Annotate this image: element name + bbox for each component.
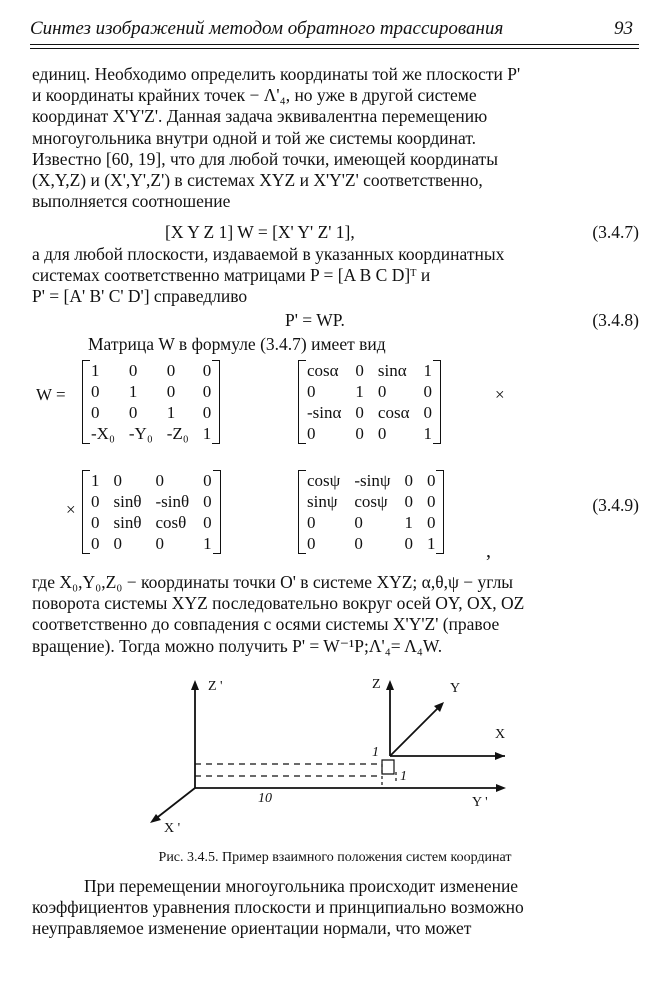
- matrix-cell: 1: [91, 360, 100, 380]
- text-line: При перемещении многоугольника происходит изменение: [84, 876, 519, 896]
- matrix-cell: 0: [113, 470, 122, 490]
- matrix-cell: 0: [354, 533, 363, 553]
- matrix-cell: -sinθ: [155, 491, 190, 511]
- label-z: Z: [372, 677, 381, 692]
- paragraph-3: [32, 572, 644, 657]
- matrix-cell: 0: [426, 512, 436, 532]
- arrow-z-prime: [191, 680, 199, 690]
- matrix-cell: 0: [91, 491, 100, 511]
- matrix-cell: cosα: [377, 402, 410, 422]
- matrix-cell: 0: [155, 533, 164, 553]
- w-equals: W =: [36, 385, 66, 404]
- text-line: соответственно до совпадения с осями системы X'Y'Z' (правое: [32, 614, 500, 635]
- equation-3-4-8: P' = WP.: [285, 310, 345, 330]
- header-title: Синтез изображений методом обратного трассирования: [30, 18, 504, 39]
- matrix-cell: 1: [91, 470, 100, 490]
- matrix-rotation-z: [300, 470, 442, 554]
- matrix-cell: 1: [355, 381, 364, 401]
- page-number: 93: [614, 18, 633, 39]
- matrix-cell: 0: [91, 512, 100, 532]
- matrix-cell: 0: [355, 402, 364, 422]
- times-sign: ×: [495, 385, 505, 404]
- paragraph-1: [32, 64, 644, 212]
- matrix-cell: 0: [426, 491, 436, 511]
- x-prime-axis: [154, 788, 195, 820]
- y-axis: [390, 706, 440, 756]
- text-line: (X,Y,Z) и (X',Y',Z') в системах XYZ и X'Y'Z' соответственно,: [32, 170, 483, 191]
- matrix-cell: 0: [377, 381, 387, 401]
- text-line: неуправляемое изменение ориентации нормали, что может: [32, 918, 472, 939]
- matrix-cell: -Z₀: [166, 423, 189, 443]
- matrix-cell: 1: [203, 533, 212, 553]
- matrix-cell: -Y₀: [128, 423, 153, 443]
- matrix-cell: 0: [307, 381, 316, 401]
- text-line: а для любой плоскости, издаваемой в указанных координатных: [32, 244, 505, 264]
- matrix-cell: 1: [423, 360, 432, 380]
- matrix-cell: -sinα: [307, 402, 342, 422]
- label-x: X: [495, 727, 506, 742]
- arrow-y-prime: [496, 784, 506, 792]
- matrix-rotation-y: [300, 360, 439, 444]
- header-rule: [30, 44, 639, 49]
- matrix-cell: 0: [426, 470, 436, 490]
- matrix-cell: -sinψ: [354, 470, 391, 490]
- label-dim-1a: 1: [372, 745, 379, 760]
- arrow-z: [386, 680, 394, 690]
- matrix-cell: 0: [355, 360, 364, 380]
- matrix-cell: 1: [423, 423, 432, 443]
- text-line: выполняется соотношение: [32, 191, 231, 212]
- times-sign: ×: [66, 500, 76, 519]
- text-line: коэффициентов уравнения плоскости и принципиально возможно: [32, 897, 524, 918]
- matrix-cell: sinθ: [113, 512, 142, 532]
- text-line: где X₀,Y₀,Z₀ − координаты точки O' в системе XYZ; α,θ,ψ − углы: [32, 572, 514, 592]
- matrix-cell: 0: [91, 381, 100, 401]
- matrix-cell: 0: [307, 512, 316, 532]
- paragraph-2: [32, 244, 644, 308]
- matrix-cell: 0: [307, 423, 316, 443]
- text-line: многоугольника внутри одной и той же системы координат.: [32, 127, 477, 148]
- matrix-cell: 0: [404, 533, 413, 553]
- text-line: координат X'Y'Z'. Данная задача эквивалентна перемещению: [32, 106, 488, 127]
- matrix-cell: 0: [355, 423, 364, 443]
- label-dim-10: 10: [258, 791, 272, 806]
- matrix-cell: 0: [166, 381, 176, 401]
- matrix-cell: 1: [426, 533, 436, 553]
- text-line: Известно [60, 19], что для любой точки, имеющей координаты: [32, 148, 498, 169]
- matrix-cell: 0: [166, 360, 176, 380]
- text-line: системах соответственно матрицами P = [A B C D]ᵀ и: [32, 265, 431, 286]
- matrix-cell: 0: [203, 470, 212, 490]
- matrix-translation: [84, 360, 218, 444]
- matrix-cell: sinα: [377, 360, 407, 380]
- label-dim-1b: 1: [400, 769, 407, 784]
- matrix-cell: 0: [354, 512, 363, 532]
- matrix-cell: 0: [423, 402, 432, 422]
- matrix-cell: 0: [423, 381, 432, 401]
- matrix-cell: cosψ: [307, 470, 341, 490]
- matrix-cell: 0: [128, 360, 138, 380]
- matrix-cell: cosθ: [155, 512, 187, 532]
- figure-caption: Рис. 3.4.5. Пример взаимного положения систем координат: [158, 850, 512, 865]
- matrix-rotation-x: [84, 470, 219, 554]
- matrix-cell: 1: [166, 402, 176, 422]
- arrow-x: [495, 752, 505, 760]
- matrix-cell: 0: [307, 533, 316, 553]
- label-x-prime: X ': [164, 821, 181, 836]
- label-z-prime: Z ': [208, 679, 223, 694]
- text-line: P' = [A' B' C' D'] справедливо: [32, 286, 248, 307]
- matrix-cell: cosα: [307, 360, 339, 380]
- trailing-comma: ,: [486, 540, 491, 562]
- matrix-cell: 0: [91, 533, 100, 553]
- text-line: и координаты крайних точек − Λ'₄, но уже в другой системе: [32, 85, 477, 106]
- equation-number: (3.4.7): [592, 222, 639, 242]
- equation-number: (3.4.9): [592, 495, 639, 515]
- text-line: единиц. Необходимо определить координаты той же плоскости P': [32, 64, 521, 84]
- matrix-cell: 0: [203, 491, 212, 511]
- matrix-cell: 0: [404, 491, 413, 511]
- matrix-cell: sinθ: [113, 491, 142, 511]
- coordinate-systems-figure: [150, 668, 530, 848]
- label-y: Y: [450, 681, 461, 696]
- text-line: вращение). Тогда можно получить P' = W⁻¹P;Λ'₄= Λ₄W.: [32, 635, 443, 656]
- equation-number: (3.4.8): [592, 310, 639, 330]
- matrix-cell: 1: [404, 512, 413, 532]
- matrix-cell: 0: [202, 381, 212, 401]
- matrix-cell: 0: [91, 402, 100, 422]
- matrix-cell: -X₀: [91, 423, 115, 443]
- matrix-cell: 0: [377, 423, 387, 443]
- matrix-cell: cosψ: [354, 491, 388, 511]
- matrix-cell: sinψ: [307, 491, 338, 511]
- matrix-cell: 0: [113, 533, 122, 553]
- equation-3-4-7: [X Y Z 1] W = [X' Y' Z' 1],: [165, 222, 355, 242]
- matrix-cell: 0: [155, 470, 164, 490]
- matrix-cell: 0: [202, 402, 212, 422]
- paragraph-4: [32, 876, 644, 940]
- matrix-cell: 1: [128, 381, 138, 401]
- matrix-cell: 0: [404, 470, 413, 490]
- text-line: поворота системы XYZ последовательно вокруг осей OY, OX, OZ: [32, 593, 525, 614]
- matrix-intro: Матрица W в формуле (3.4.7) имеет вид: [88, 334, 386, 354]
- matrix-cell: 0: [203, 512, 212, 532]
- label-y-prime: Y ': [472, 795, 488, 810]
- running-header: [30, 18, 639, 40]
- matrix-cell: 0: [128, 402, 138, 422]
- matrix-cell: 1: [202, 423, 212, 443]
- matrix-cell: 0: [202, 360, 212, 380]
